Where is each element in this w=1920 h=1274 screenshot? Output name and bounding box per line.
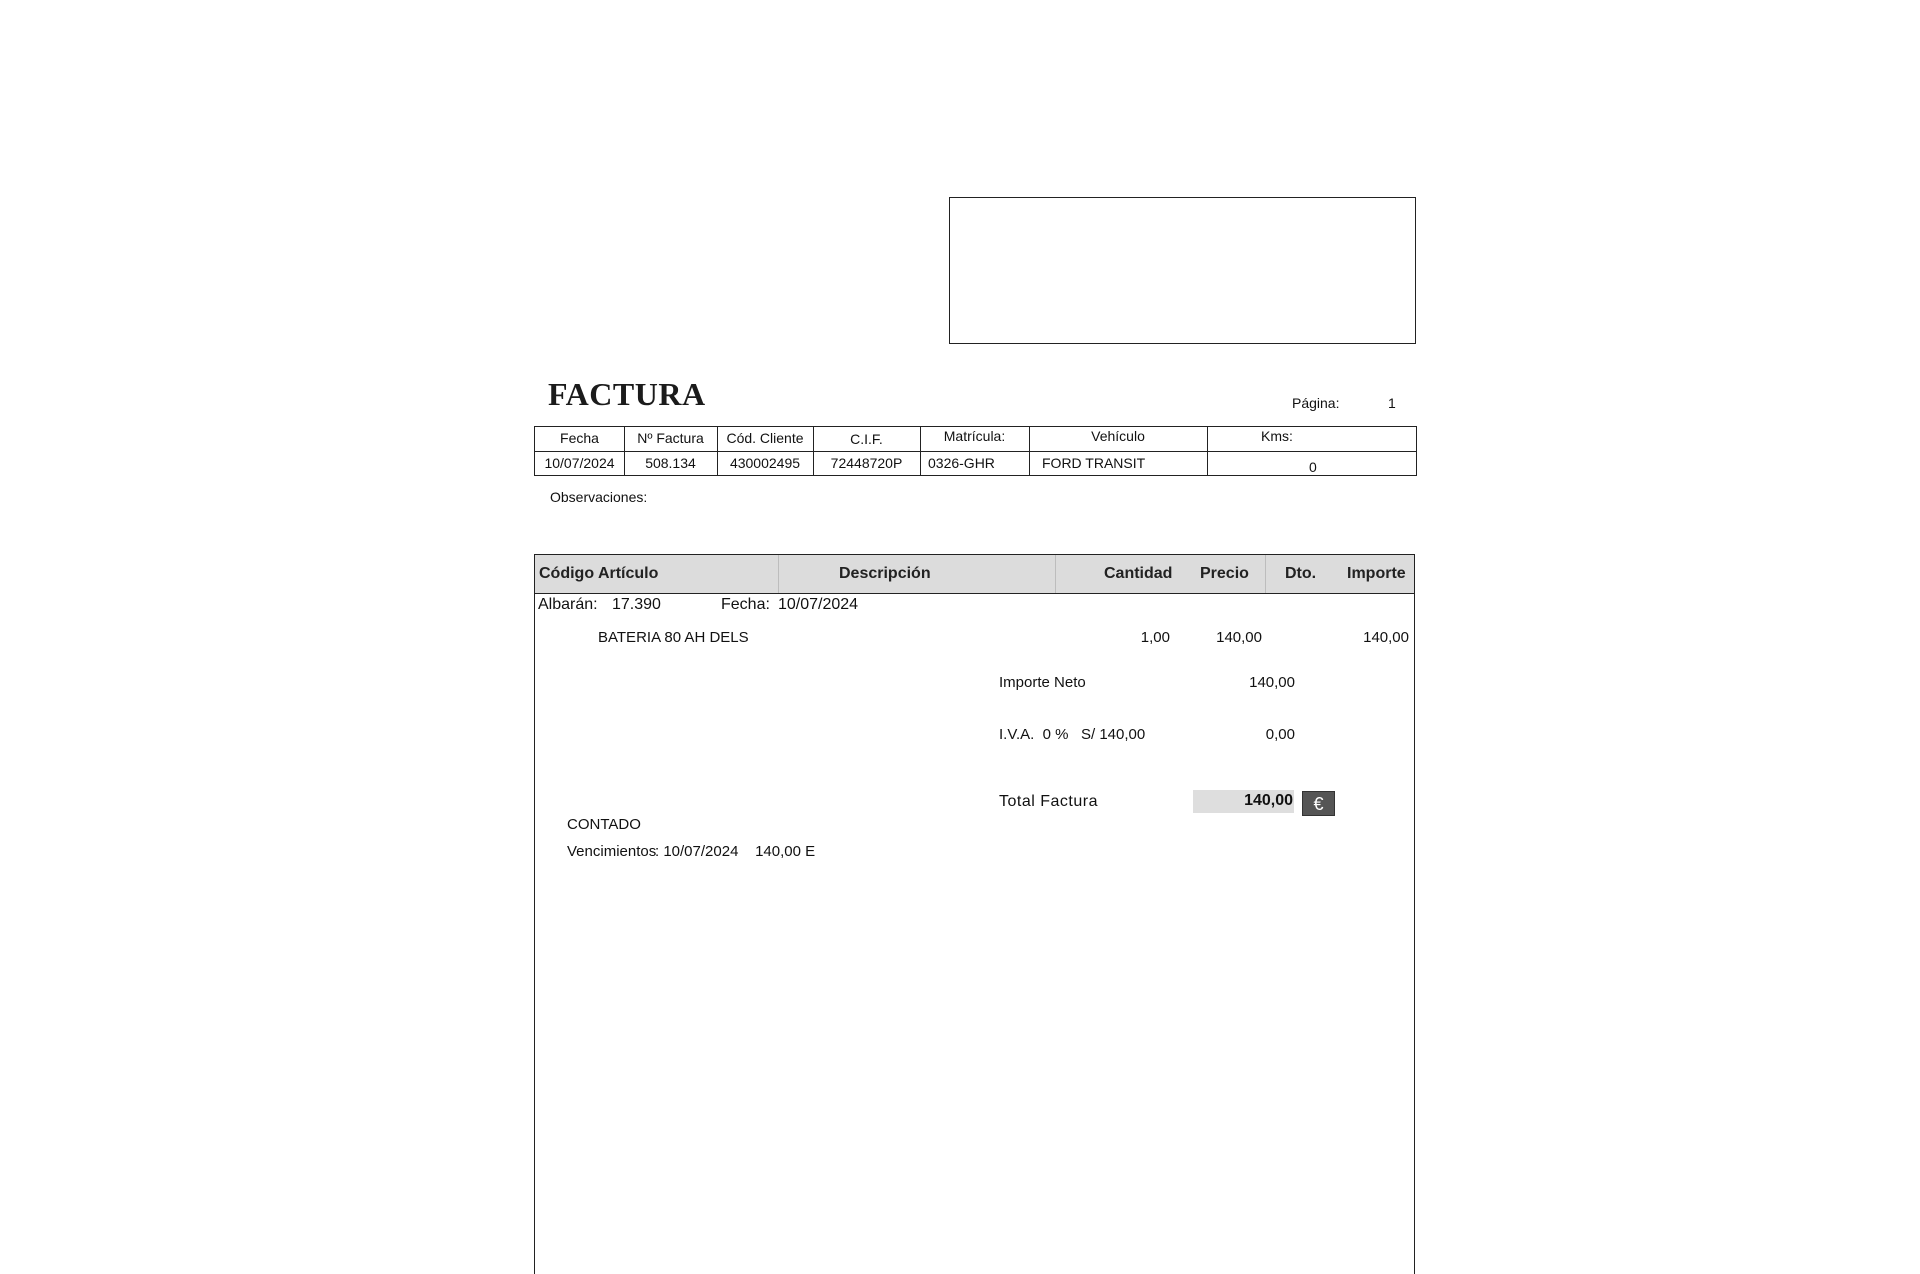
invoice-header-table: [534, 426, 1417, 476]
item-price: 140,00: [1216, 629, 1262, 646]
item-description: BATERIA 80 AH DELS: [598, 629, 749, 646]
col-price: Precio: [1200, 565, 1249, 582]
header-col-cif: C.I.F.: [850, 431, 883, 447]
due-text: : 10/07/2024 140,00 E: [655, 843, 816, 860]
header-value-vehicle: FORD TRANSIT: [1042, 455, 1146, 471]
delivery-note-label: Albarán:: [538, 596, 598, 613]
observations-label: Observaciones:: [550, 489, 648, 505]
header-value-kms: 0: [1309, 459, 1317, 475]
net-amount-value: 140,00: [1249, 674, 1295, 691]
col-discount: Dto.: [1285, 565, 1317, 582]
header-value-date: 10/07/2024: [544, 455, 615, 471]
header-col-invoice-number: Nº Factura: [637, 430, 704, 446]
col-quantity: Cantidad: [1104, 565, 1173, 582]
document-title: FACTURA: [548, 376, 706, 412]
col-amount: Importe: [1347, 565, 1406, 582]
total-value: 140,00: [1244, 792, 1293, 809]
header-col-plate: Matrícula:: [943, 428, 1006, 444]
vat-label: I.V.A. 0 % S/ 140,00: [999, 726, 1146, 743]
header-value-cif: 72448720P: [830, 455, 903, 471]
net-amount-label: Importe Neto: [999, 674, 1086, 691]
header-col-vehicle: Vehículo: [1091, 428, 1145, 444]
page-number: 1: [1388, 395, 1396, 411]
due-label: Vencimientos: [567, 843, 657, 860]
header-col-date: Fecha: [560, 430, 599, 446]
address-box: [949, 197, 1416, 344]
col-code: Código Artículo: [539, 565, 659, 582]
header-value-client-code: 430002495: [729, 455, 801, 471]
item-quantity: 1,00: [1140, 629, 1170, 646]
page-label: Página:: [1292, 395, 1340, 411]
items-table: [534, 554, 1415, 1274]
delivery-note-date: 10/07/2024: [778, 596, 859, 613]
col-description: Descripción: [839, 565, 931, 582]
items-table-header: [535, 555, 1414, 594]
vat-value: 0,00: [1265, 726, 1295, 743]
total-label: Total Factura: [999, 793, 1098, 810]
header-value-plate: 0326-GHR: [928, 455, 995, 471]
header-col-client-code: Cód. Cliente: [726, 430, 804, 446]
delivery-note-date-label: Fecha:: [721, 596, 770, 613]
delivery-note-number: 17.390: [612, 596, 661, 613]
header-value-invoice-number: 508.134: [645, 455, 696, 471]
item-amount: 140,00: [1363, 629, 1409, 646]
payment-method: CONTADO: [567, 816, 641, 833]
header-col-kms: Kms:: [1261, 428, 1293, 444]
euro-icon: €: [1302, 791, 1335, 816]
